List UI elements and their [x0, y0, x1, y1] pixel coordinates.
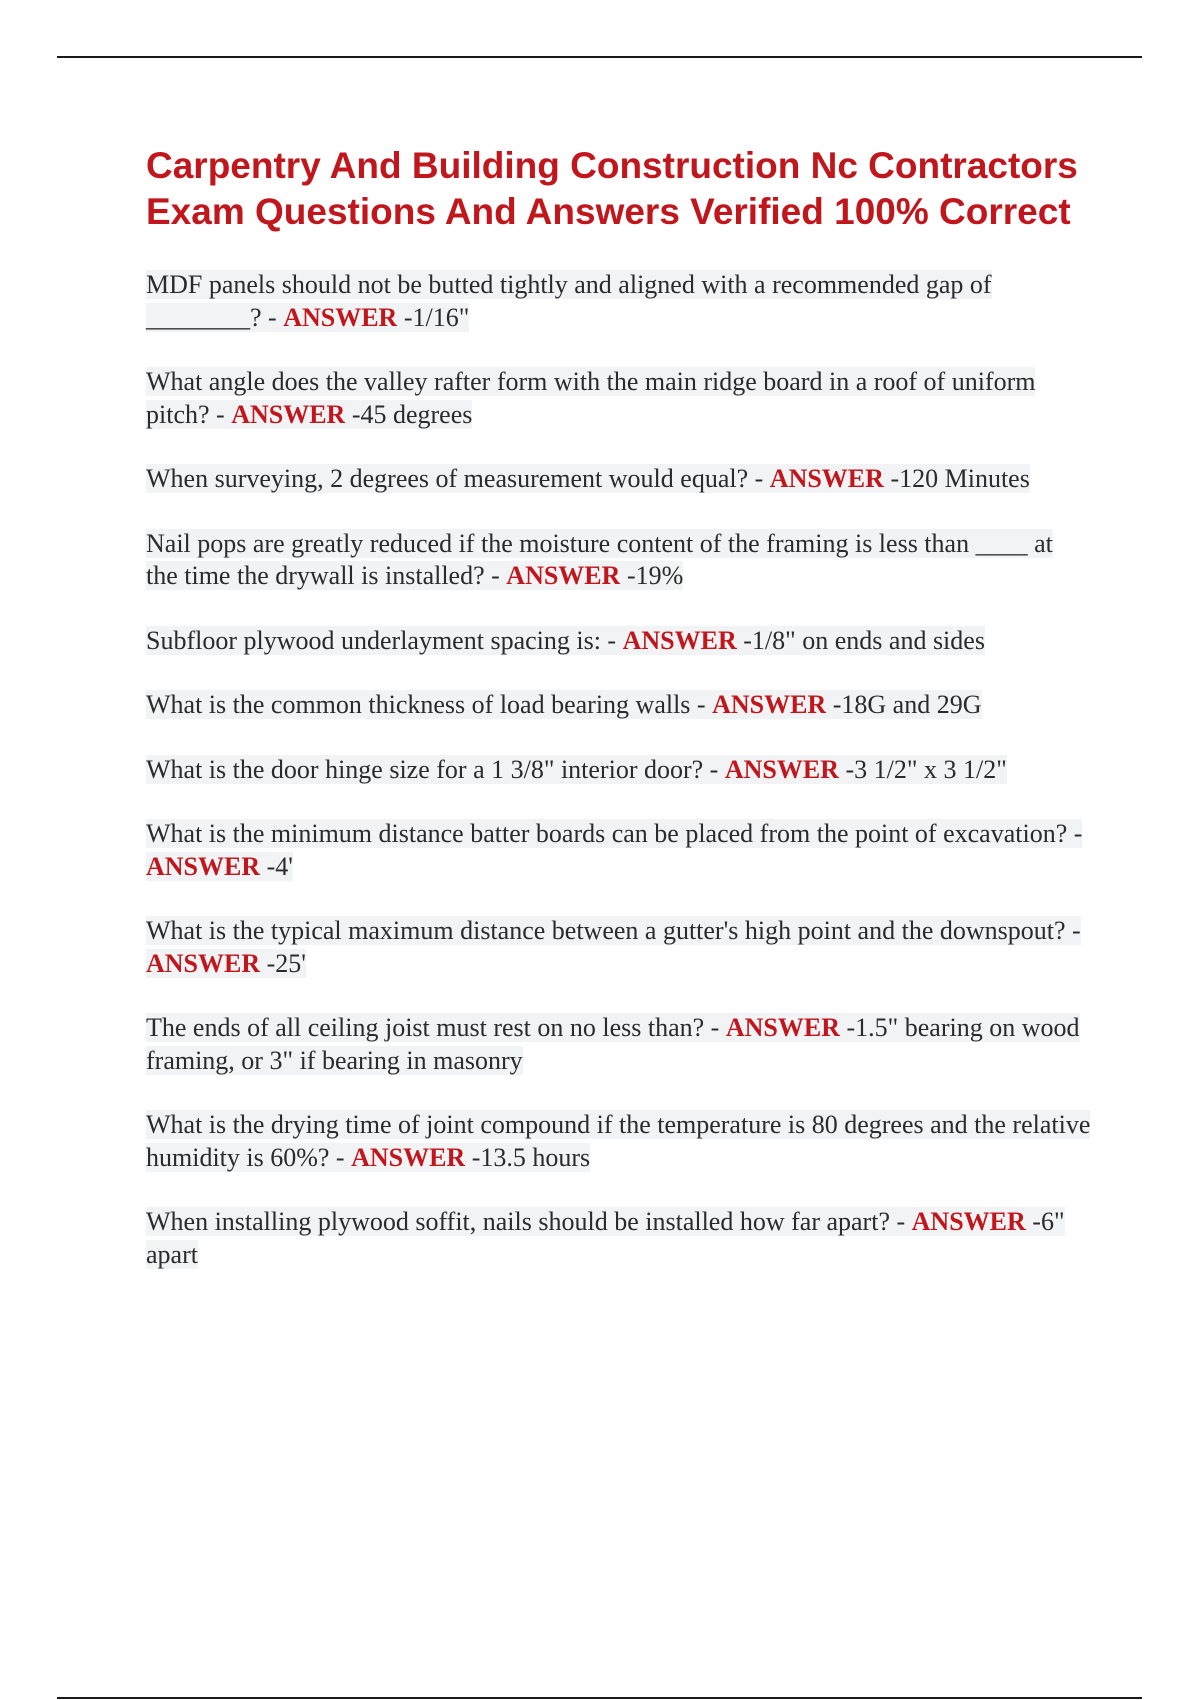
- question-text: What is the common thickness of load bearing walls -: [146, 690, 713, 719]
- answer-text: -1/8" on ends and sides: [736, 625, 985, 655]
- answer-label: ANSWER: [712, 690, 827, 719]
- answer-text: -1/16": [397, 302, 470, 332]
- answer-text: -45 degrees: [345, 399, 473, 429]
- question-text: Nail pops are greatly reduced if the moisture content of the framing is less than ____ at the time the drywall is installed? -: [146, 528, 1053, 590]
- qa-item: [146, 1206, 1091, 1271]
- question-text: What is the drying time of joint compound if the temperature is 80 degrees and the relative humidity is 60%? -: [146, 1110, 1091, 1172]
- qa-item: [146, 689, 1091, 722]
- qa-item: [146, 818, 1091, 883]
- question-text: MDF panels should not be butted tightly and aligned with a recommended gap of ________? -: [146, 270, 992, 332]
- answer-text: -18G and 29G: [826, 690, 982, 719]
- question-text: When installing plywood soffit, nails should be installed how far apart? -: [146, 1207, 912, 1236]
- answer-text: -4': [260, 851, 293, 881]
- answer-label: ANSWER: [146, 948, 261, 978]
- answer-text: -120 Minutes: [883, 464, 1030, 493]
- qa-list: [146, 269, 1091, 1271]
- answer-label: ANSWER: [725, 1013, 840, 1042]
- qa-item: [146, 1012, 1091, 1077]
- qa-item: [146, 754, 1091, 787]
- answer-label: ANSWER: [146, 851, 261, 881]
- answer-text: -19%: [620, 561, 684, 590]
- answer-label: ANSWER: [911, 1207, 1026, 1236]
- answer-label: ANSWER: [351, 1142, 466, 1172]
- answer-text: -6" apart: [146, 1207, 1065, 1269]
- bottom-divider: [57, 1697, 1142, 1699]
- question-text: What angle does the valley rafter form with the main ridge board in a roof of uniform pitch? -: [146, 367, 1036, 429]
- qa-item: [146, 625, 1091, 658]
- answer-label: ANSWER: [622, 625, 737, 655]
- answer-text: -25': [260, 948, 306, 978]
- top-divider: [57, 56, 1142, 58]
- question-text: What is the door hinge size for a 1 3/8" interior door? -: [146, 754, 725, 784]
- answer-label: ANSWER: [283, 302, 398, 332]
- qa-item: [146, 915, 1091, 980]
- question-text: The ends of all ceiling joist must rest on no less than? -: [146, 1013, 726, 1042]
- qa-item: [146, 1109, 1091, 1174]
- qa-item: [146, 366, 1091, 431]
- answer-label: ANSWER: [231, 399, 346, 429]
- document-body: [146, 143, 1091, 1303]
- qa-item: [146, 269, 1091, 334]
- question-text: When surveying, 2 degrees of measurement would equal? -: [146, 464, 770, 493]
- answer-text: -3 1/2" x 3 1/2": [838, 754, 1007, 784]
- answer-label: ANSWER: [724, 754, 839, 784]
- answer-label: ANSWER: [769, 464, 884, 493]
- qa-item: [146, 528, 1091, 593]
- answer-label: ANSWER: [506, 561, 621, 590]
- answer-text: -13.5 hours: [465, 1142, 591, 1172]
- answer-text: -1.5" bearing on wood framing, or 3" if bearing in masonry: [146, 1013, 1080, 1075]
- qa-item: [146, 463, 1091, 496]
- question-text: What is the typical maximum distance between a gutter's high point and the downspout? -: [146, 916, 1081, 945]
- document-title: Carpentry And Building Construction Nc Contractors Exam Questions And Answers Verified 100% Correct: [146, 145, 1078, 232]
- question-text: Subfloor plywood underlayment spacing is: -: [146, 625, 623, 655]
- question-text: What is the minimum distance batter boards can be placed from the point of excavation? -: [146, 819, 1083, 848]
